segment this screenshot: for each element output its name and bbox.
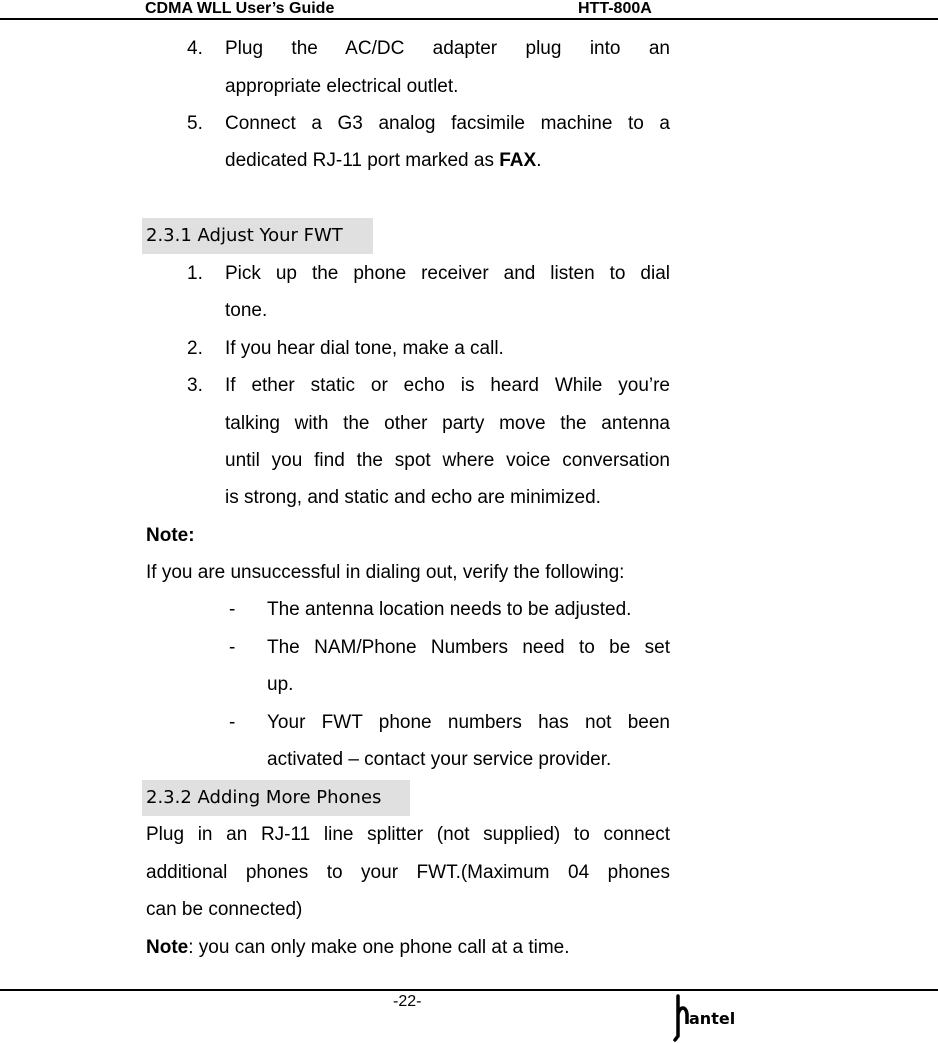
step-text-fax: dedicated RJ-11 port marked as FAX. — [225, 150, 542, 171]
final-note-text: : you can only make one phone call at a time. — [188, 937, 570, 958]
step-text: talking with the other party move the antenna — [225, 413, 670, 434]
step-number: 1. — [187, 263, 203, 284]
hantel-logo — [672, 992, 742, 1042]
step-text: Pick up the phone receiver and listen to dial — [225, 263, 670, 284]
step-text: tone. — [225, 300, 268, 321]
final-note — [146, 937, 570, 959]
note-label: Note: — [146, 525, 195, 546]
step-text: Plug the AC/DC adapter plug into an — [225, 38, 670, 59]
paragraph-line: can be connected) — [146, 899, 303, 920]
paragraph-line: Plug in an RJ-11 line splitter (not supplied) to connect — [146, 824, 670, 845]
step-number: 4. — [187, 38, 203, 59]
note-item: up. — [267, 674, 294, 695]
note-intro: If you are unsuccessful in dialing out, verify the following: — [146, 562, 625, 583]
step-text: If you hear dial tone, make a call. — [225, 338, 504, 359]
paragraph-line: additional phones to your FWT.(Maximum 04 phones — [146, 862, 670, 883]
header-guide-title: CDMA WLL User’s Guide — [145, 0, 335, 17]
step-number: 5. — [187, 113, 203, 134]
step-text: If ether static or echo is heard While you’re — [225, 375, 670, 396]
step-text: until you find the spot where voice conversation — [225, 450, 670, 471]
footer-rule — [0, 989, 938, 991]
logo-text: antel — [689, 1009, 736, 1028]
final-note-label: Note — [146, 937, 189, 958]
step-number: 3. — [187, 375, 203, 396]
step-text: is strong, and static and echo are minimized. — [225, 487, 601, 508]
note-item: Your FWT phone numbers has not been — [267, 712, 670, 733]
section-heading-adjust-fwt: 2.3.1 Adjust Your FWT — [142, 218, 373, 254]
header-rule — [0, 18, 938, 20]
section-heading-adding-phones: 2.3.2 Adding More Phones — [142, 780, 410, 816]
page-number: -22- — [393, 993, 422, 1010]
dash-bullet: - — [229, 712, 236, 733]
fax-label: FAX — [499, 150, 537, 171]
note-item: activated – contact your service provider. — [267, 749, 612, 770]
step-number: 2. — [187, 338, 203, 359]
header-model: HTT-800A — [578, 0, 652, 17]
note-item: The antenna location needs to be adjusted. — [267, 599, 632, 620]
note-item: The NAM/Phone Numbers need to be set — [267, 637, 670, 658]
dash-bullet: - — [229, 637, 236, 658]
step-text: Connect a G3 analog facsimile machine to a — [225, 113, 670, 134]
step-text: appropriate electrical outlet. — [225, 76, 459, 97]
dash-bullet: - — [229, 599, 236, 620]
